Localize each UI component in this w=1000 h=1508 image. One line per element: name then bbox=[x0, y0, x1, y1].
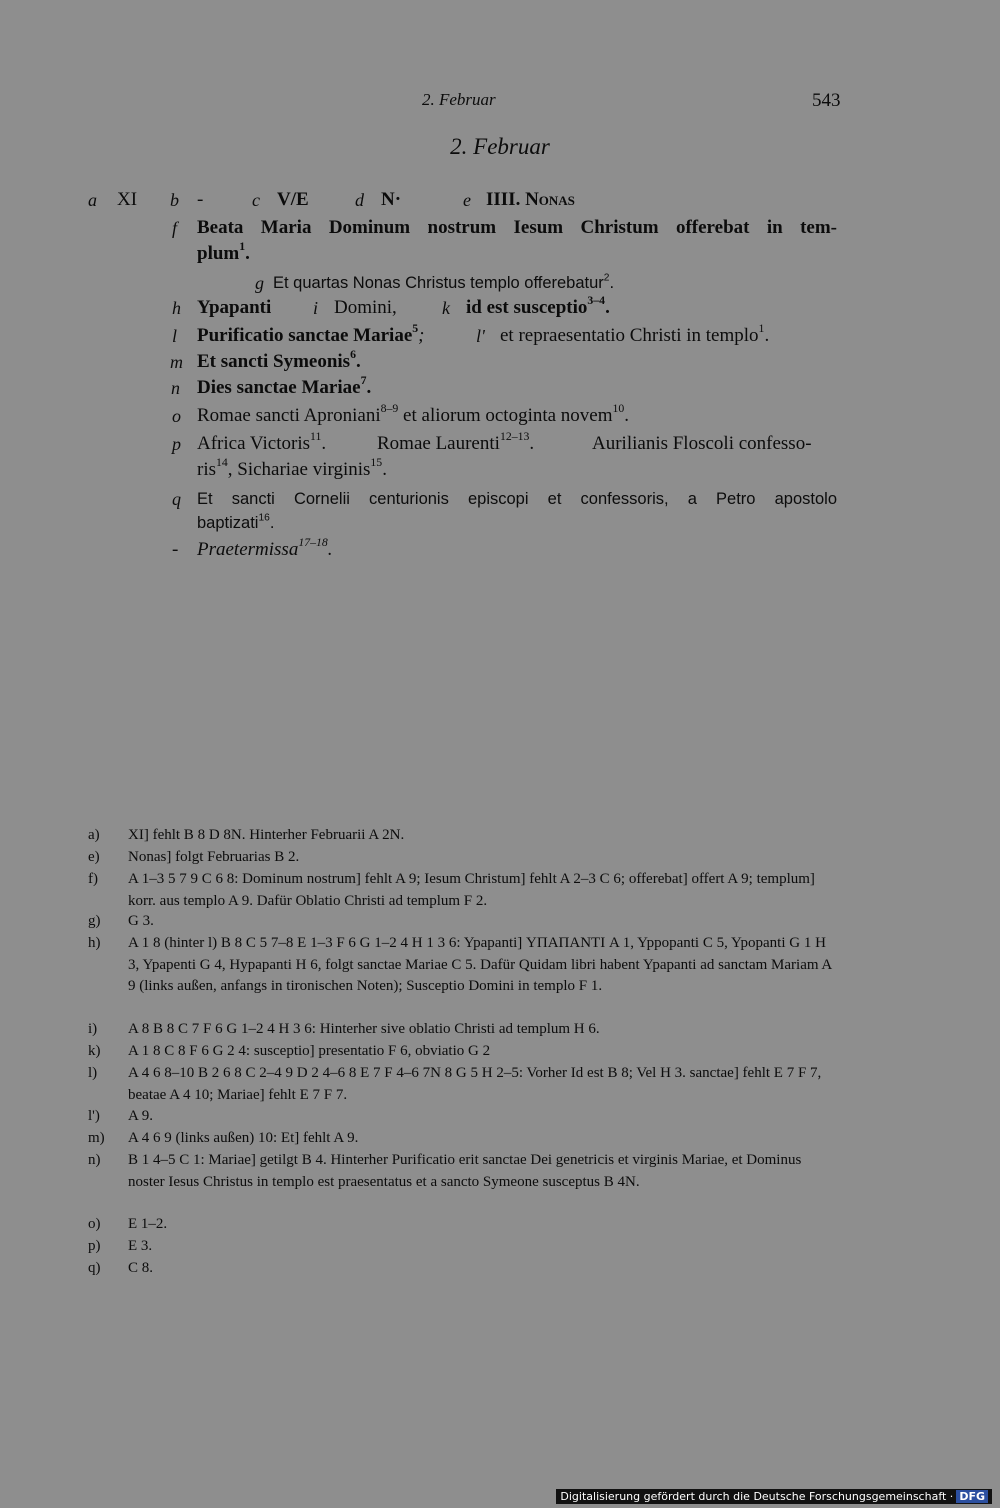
footnote-text: A 1 8 C 8 F 6 G 2 4: susceptio] presentatio F 6, obviatio G 2 bbox=[128, 1043, 491, 1059]
credit-text: Digitalisierung gefördert durch die Deutsche Forschungsgemeinschaft · bbox=[560, 1490, 954, 1503]
key-h: h bbox=[172, 298, 181, 318]
h-text: Ypapanti bbox=[197, 297, 272, 318]
footnote-label: a) bbox=[88, 827, 100, 843]
key-e: e bbox=[463, 190, 471, 210]
footnote-text: C 8. bbox=[128, 1260, 154, 1276]
footnote-label: p) bbox=[88, 1238, 101, 1254]
key-a: a bbox=[88, 190, 97, 210]
entry-n: n Dies sanctae Mariae$^7$. bbox=[171, 374, 372, 398]
footnote-label: h) bbox=[88, 935, 101, 951]
g-text: Et quartas Nonas Christus templo offerebatur bbox=[273, 274, 604, 292]
p-text5: , Sichariae virginis bbox=[227, 459, 371, 480]
key-k: k bbox=[442, 298, 450, 318]
entry-f: f Beata Maria Dominum nostrum Iesum Christum offerebat in tem- plum$^1$. bbox=[172, 217, 837, 264]
page-number: 543 bbox=[812, 90, 841, 111]
q-footnote-ref: 16 bbox=[258, 512, 270, 524]
o-text2: et aliorum octoginta novem bbox=[403, 405, 613, 426]
footnote-text: A 9. bbox=[128, 1108, 154, 1124]
entry-m: m Et sancti Symeonis$^6$. bbox=[170, 348, 361, 372]
footnote-label: l') bbox=[88, 1108, 100, 1124]
o-footnote-ref1: 8–9 bbox=[380, 402, 399, 416]
footnote-label: i) bbox=[88, 1021, 98, 1037]
key-b: b bbox=[170, 190, 179, 210]
key-m: m bbox=[170, 352, 183, 372]
p-text2: Romae Laurenti bbox=[377, 433, 500, 454]
footnote-text: XI] fehlt B 8 D 8N. Hinterher Februarii A 2N. bbox=[128, 827, 405, 843]
entry-h: h Ypapanti i Domini, k id est susceptio$^{3-4}$. bbox=[172, 294, 610, 318]
digitization-credit bbox=[556, 1489, 992, 1504]
page-title: 2. Februar bbox=[450, 134, 550, 159]
footnote-label: e) bbox=[88, 849, 100, 865]
key-d: d bbox=[355, 190, 364, 210]
running-header bbox=[0, 90, 1000, 114]
key-n: n bbox=[171, 378, 180, 398]
o-footnote-ref2: 10 bbox=[612, 402, 625, 416]
key-g: g bbox=[255, 273, 264, 293]
key-o: o bbox=[172, 406, 181, 426]
entry-o: o Romae sancti Aproniani$^{8-9}$ et aliorum octoginta novem$^{10}$. bbox=[172, 402, 630, 426]
m-footnote-ref: 6 bbox=[350, 348, 356, 362]
n-text: Dies sanctae Mariae bbox=[197, 377, 361, 398]
l-prime-text: et repraesentatio Christi in templo bbox=[500, 325, 759, 346]
footnote-label: m) bbox=[88, 1130, 105, 1146]
footnote-text: E 1–2. bbox=[128, 1216, 168, 1232]
entry-g: g Et quartas Nonas Christus templo offerebatur$^2$. bbox=[255, 272, 615, 293]
p-text3: Aurilianis Floscoli confesso- bbox=[592, 433, 812, 454]
footnote-label: k) bbox=[88, 1043, 101, 1059]
q-text-line2: baptizati bbox=[197, 514, 259, 532]
footnote-label: l) bbox=[88, 1065, 98, 1081]
footnote-label: n) bbox=[88, 1152, 101, 1168]
footnote-text: A 1–3 5 7 9 C 6 8: Dominum nostrum] fehlt A 9; Iesum Christum] fehlt A 2–3 C 6; offerebat] offert A 9; templum] korr. aus templo A 9. Dafür Oblatio Christi ad templum F 2. bbox=[128, 871, 815, 909]
g-footnote-ref: 2 bbox=[603, 272, 610, 284]
entry-q: q Et sancti Cornelii centurionis episcopi et confessoris, a Petro apostolo baptizati$^{16}$. bbox=[172, 489, 837, 532]
i-text: Domini, bbox=[334, 297, 397, 318]
k-text: id est susceptio bbox=[466, 297, 588, 318]
key-q: q bbox=[172, 489, 181, 509]
line-a bbox=[0, 188, 1000, 212]
l-text: Purificatio sanctae Mariae bbox=[197, 325, 413, 346]
l-footnote-ref: 5 bbox=[412, 322, 419, 336]
p-footnote-ref2: 12–13 bbox=[499, 430, 530, 444]
running-title: 2. Februar bbox=[422, 90, 496, 109]
value-c: V/E bbox=[277, 189, 309, 210]
entry-l: l Purificatio sanctae Mariae$^5$; l' et repraesentatio Christi in templo$^1$. bbox=[172, 322, 770, 346]
p-text1: Africa Victoris bbox=[197, 433, 310, 454]
m-text: Et sancti Symeonis bbox=[197, 351, 351, 372]
key-f: f bbox=[172, 218, 178, 238]
p-text4: ris bbox=[197, 459, 216, 480]
key-p: p bbox=[172, 434, 181, 454]
f-text-line2: plum bbox=[197, 243, 240, 264]
footnote-text: Nonas] folgt Februarias B 2. bbox=[128, 849, 300, 865]
value-b: - bbox=[197, 189, 204, 210]
footnote-text: A 1 8 (hinter l) B 8 C 5 7–8 E 1–3 F 6 G 1–2 4 H 1 3 6: Ypapanti] ΥΠΑΠΑΝΤΙ A 1, Yppopanti C 5, Ypopanti G 1 H 3, Ypapenti G 4, Hypapanti H 6, folgt sanctae Mariae C 5. Dafür Quidam libri habent Ypapanti ad sanctam Mariam A 9 (links außen, anfangs in tironischen Noten); Susceptio Domini in templo F 1. bbox=[128, 935, 832, 995]
p-footnote-ref5: 15 bbox=[370, 456, 383, 470]
entry-p: p Africa Victoris$^{11}$. Romae Laurenti$^{12-13}$. Aurilianis Floscoli confesso- ris$^{14}$, Sichariae virginis$^{15}$. bbox=[172, 430, 812, 480]
footnote-text: A 8 B 8 C 7 F 6 G 1–2 4 H 3 6: Hinterher sive oblatio Christi ad templum H 6. bbox=[128, 1021, 600, 1037]
footnote-text: G 3. bbox=[128, 913, 154, 929]
footnote-text: E 3. bbox=[128, 1238, 153, 1254]
l-prime-footnote-ref: 1 bbox=[758, 322, 765, 336]
key-l: l bbox=[172, 326, 178, 346]
footnote-text: B 1 4–5 C 1: Mariae] getilgt B 4. Hinterher Purificatio erit sanctae Dei genetricis et virginis Mariae, et Dominus noster Iesus Christus in templo est praesentatus et a sancto Symeone susceptus B 4N. bbox=[128, 1152, 802, 1190]
footnote-label: f) bbox=[88, 871, 98, 887]
praetermissa-text: Praetermissa bbox=[197, 539, 299, 560]
footnote-text: A 4 6 9 (links außen) 10: Et] fehlt A 9. bbox=[128, 1130, 359, 1146]
f-text-line1: Beata Maria Dominum nostrum Iesum Christum offerebat in tem- bbox=[197, 217, 837, 238]
praetermissa-footnote-ref: 17–18 bbox=[298, 536, 328, 550]
n-footnote-ref: 7 bbox=[360, 374, 367, 388]
value-d: N· bbox=[381, 189, 402, 210]
f-footnote-ref: 1 bbox=[239, 240, 246, 254]
footnote-label: o) bbox=[88, 1216, 101, 1232]
footnote-label: g) bbox=[88, 913, 101, 929]
value-e: IIII. Nonas bbox=[486, 189, 575, 210]
p-footnote-ref4: 14 bbox=[216, 456, 228, 470]
key-l-prime: l' bbox=[476, 326, 485, 346]
k-footnote-ref: 3–4 bbox=[587, 294, 606, 308]
dfg-logo: DFG bbox=[956, 1490, 988, 1503]
key-i: i bbox=[313, 298, 319, 318]
praetermissa-dash: - bbox=[172, 539, 179, 560]
footnote-text: A 4 6 8–10 B 2 6 8 C 2–4 9 D 2 4–6 8 E 7 F 4–6 7N 8 G 5 H 2–5: Vorher Id est B 8; Vel H 3. sanctae] fehlt E 7 F 7, beatae A 4 10; Mariae] fehlt E 7 F 7. bbox=[128, 1065, 822, 1103]
o-text1: Romae sancti Aproniani bbox=[197, 405, 381, 426]
entry-praetermissa: - Praetermissa$^{17-18}$. bbox=[172, 536, 333, 560]
p-footnote-ref1: 11 bbox=[310, 430, 322, 444]
footnote-label: q) bbox=[88, 1260, 101, 1276]
weekday-xi: XI bbox=[117, 189, 138, 210]
key-c: c bbox=[252, 190, 260, 210]
q-text-line1: Et sancti Cornelii centurionis episcopi et confessoris, a Petro apostolo bbox=[197, 490, 837, 508]
